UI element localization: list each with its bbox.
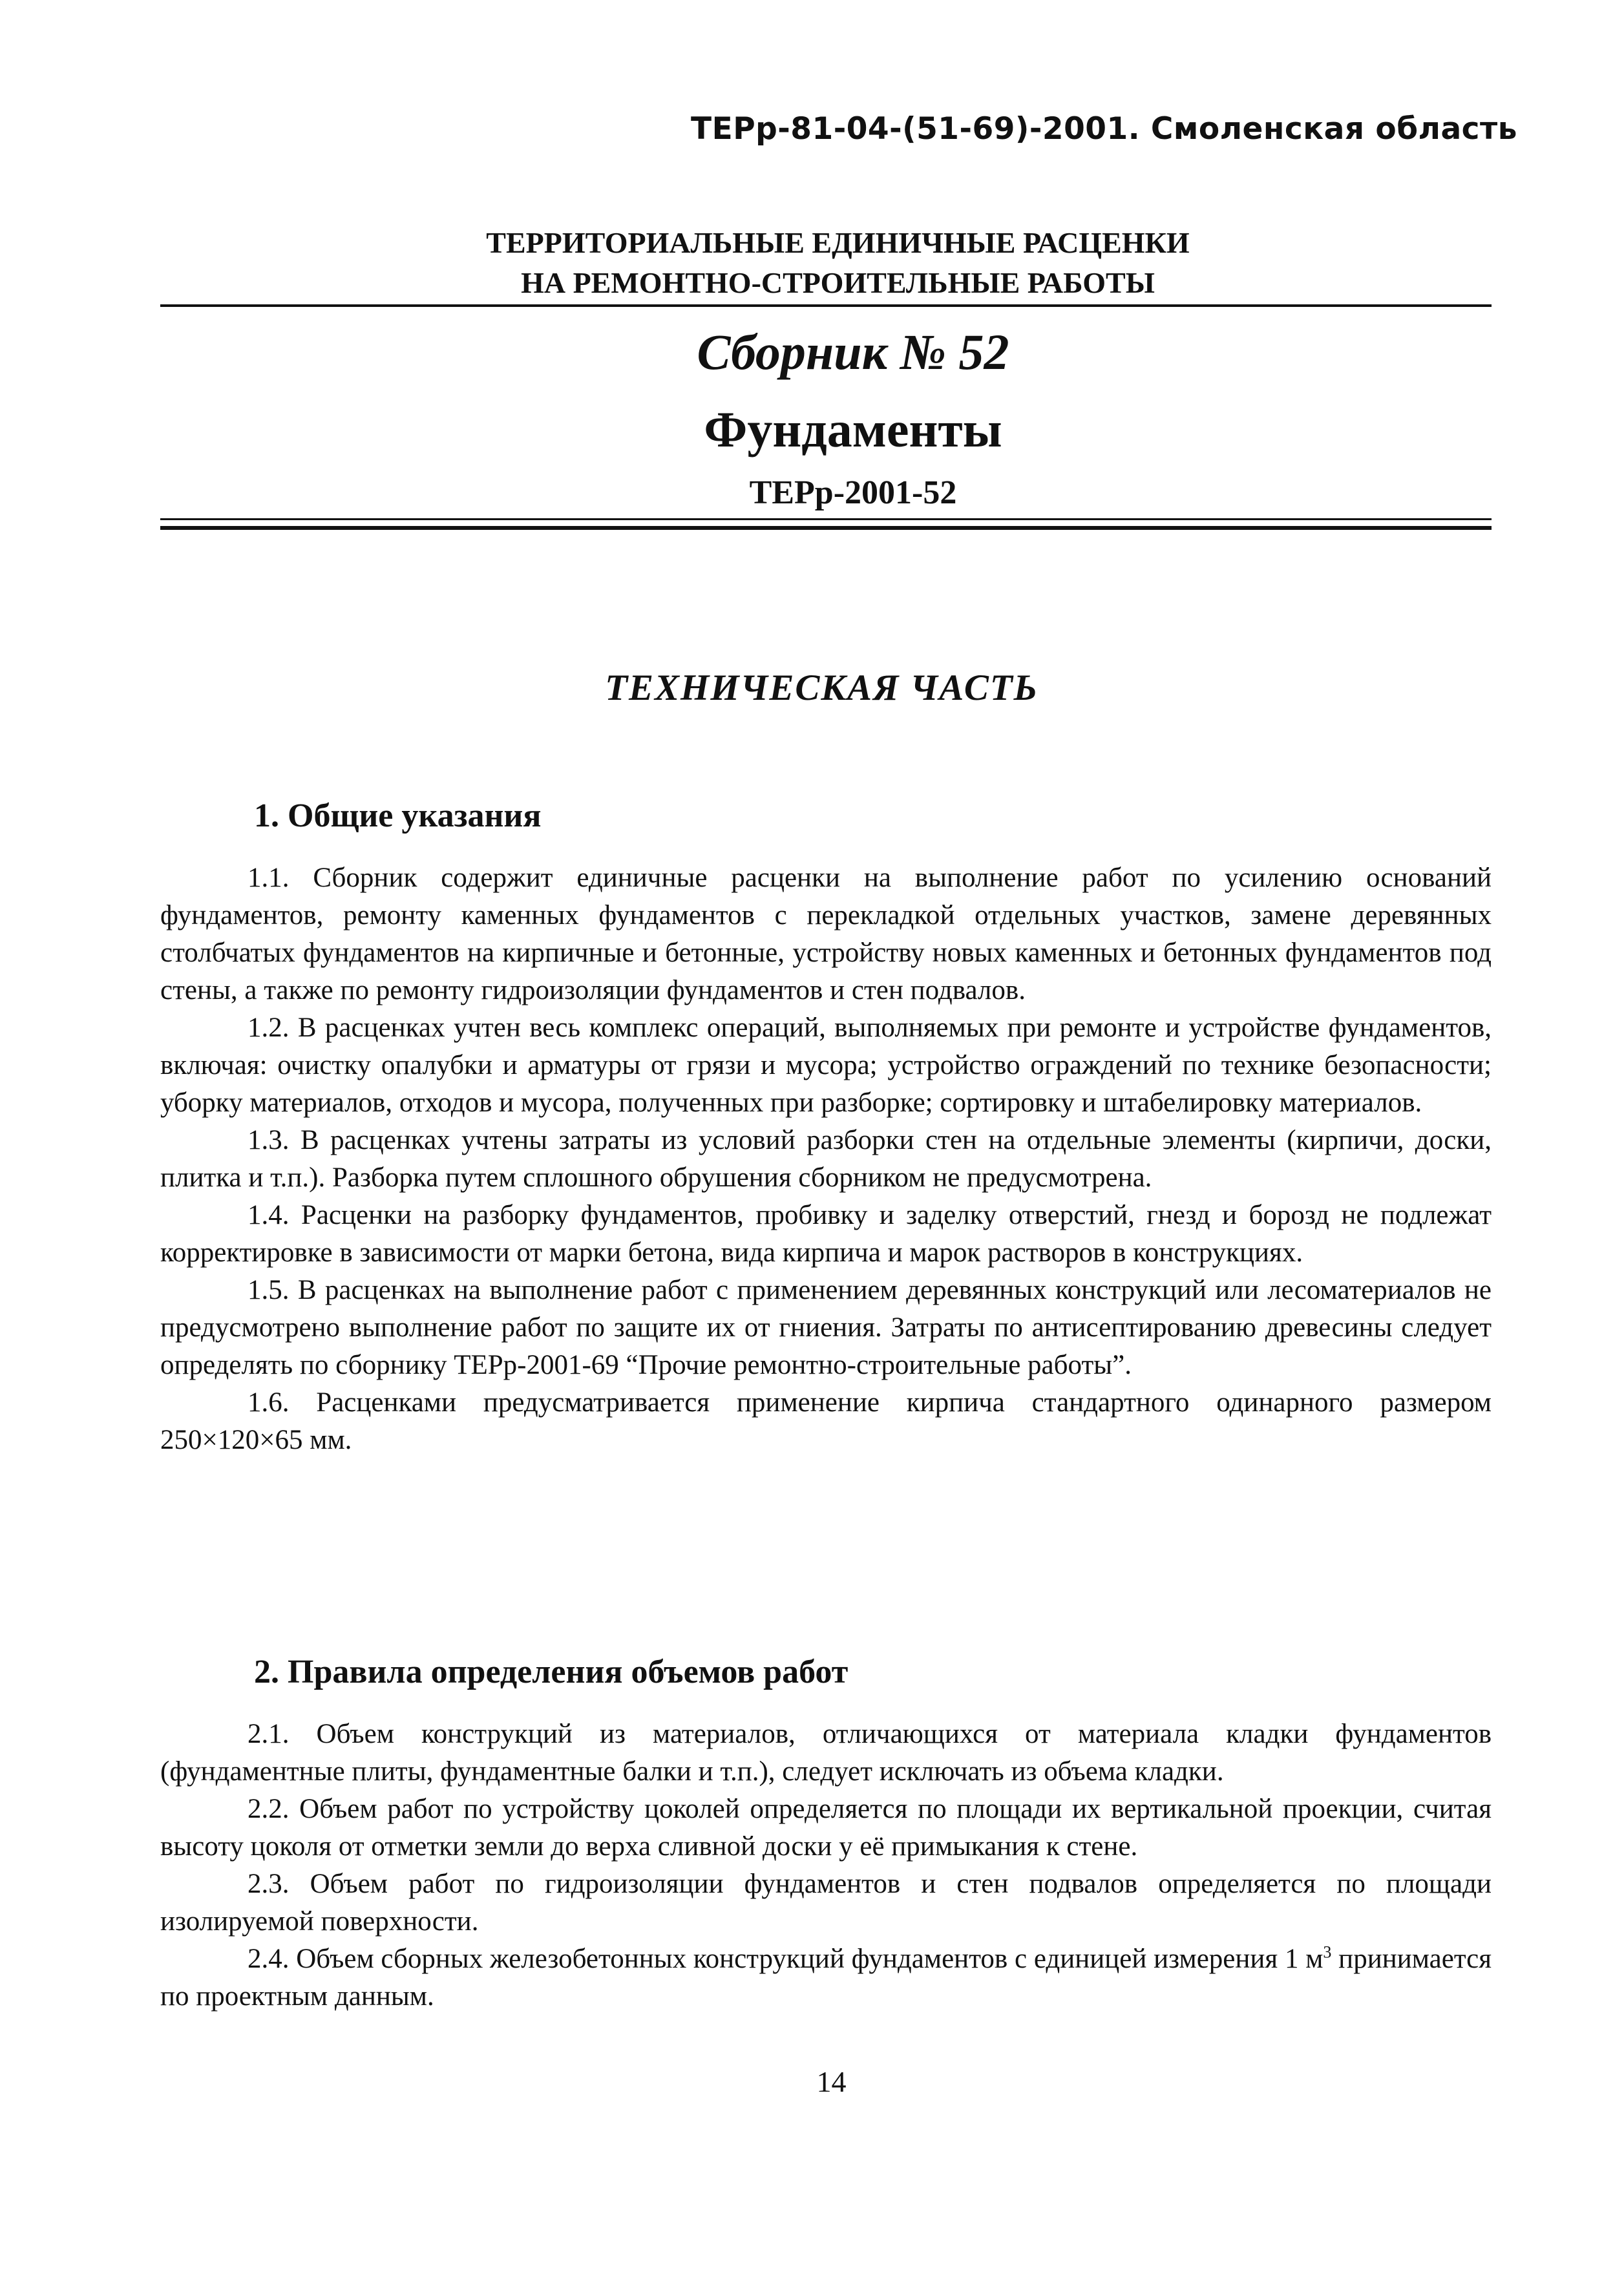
paragraph-2-1: 2.1. Объем конструкций из материалов, отличающихся от материала кладки фундаментов (фундаментные плиты, фундаментные балки и т.п.), следует исключать из объема кладки. (160, 1719, 1492, 1787)
paragraph-2-4-text: 2.4. Объем сборных железобетонных конструкций фундаментов с единицей измерения 1 м (248, 1944, 1323, 1974)
paragraph-1-6: 1.6. Расценками предусматривается применение кирпича стандартного одинарного размером 250×120×65 мм. (160, 1387, 1492, 1455)
collection-title: Сборник № 52 (697, 324, 1009, 380)
paragraph-2-2: 2.2. Объем работ по устройству цоколей определяется по площади их вертикальной проекции, считая высоту цоколя от отметки земли до верха сливной доски у её примыкания к стене. (160, 1794, 1492, 1862)
paragraph-1-1: 1.1. Сборник содержит единичные расценки на выполнение работ по усилению оснований фундаментов, ремонту каменных фундаментов с перекладкой отдельных участков, замене деревянных столбчатых фундаментов на кирпичные и бетонные, устройству новых каменных и бетонных фундаментов под стены, а также по ремонту гидроизоляции фундаментов и стен подвалов. (160, 863, 1492, 1005)
section-2-body (160, 1716, 1492, 2015)
paragraph-1-5: 1.5. В расценках на выполнение работ с применением деревянных конструкций или лесоматериалов не предусмотрено выполнение работ по защите их от гниения. Затраты по антисептированию древесины следует определять по сборнику ТЕРр-2001-69 “Прочие ремонтно-строительные работы”. (160, 1275, 1492, 1380)
paragraph-1-3: 1.3. В расценках учтены затраты из условий разборки стен на отдельные элементы (кирпичи, доски, плитка и т.п.). Разборка путем сплошного обрушения сборником не предусмотрена. (160, 1125, 1492, 1193)
document-header (0, 223, 1624, 303)
section-title: Фундаменты (704, 401, 1002, 457)
title-divider-thin (160, 518, 1492, 520)
paragraph-2-4-text-end: принимается по проектным данным. (160, 1944, 1492, 2012)
section-1-heading: 1. Общие указания (254, 797, 542, 834)
paragraph-1-4: 1.4. Расценки на разборку фундаментов, пробивку и заделку отверстий, гнезд и борозд не подлежат корректировке в зависимости от марки бетона, вида кирпича и марок растворов в конструкциях. (160, 1200, 1492, 1268)
section-2-heading: 2. Правила определения объемов работ (254, 1654, 849, 1690)
section-1-body (160, 859, 1492, 1459)
paragraph-2-4 (160, 1940, 1492, 2015)
running-header: ТЕРр-81-04-(51-69)-2001. Смоленская область (691, 111, 1517, 147)
code-title: ТЕРр-2001-52 (749, 474, 957, 511)
document-header-line-2: НА РЕМОНТНО-СТРОИТЕЛЬНЫЕ РАБОТЫ (521, 266, 1155, 299)
page-number: 14 (816, 2065, 847, 2098)
paragraph-1-2: 1.2. В расценках учтен весь комплекс операций, выполняемых при ремонте и устройстве фундаментов, включая: очистку опалубки и арматуры от грязи и мусора; устройство ограждений по технике безопасности; уборку материалов, отходов и мусора, полученных при разборке; сортировку и штабелировку материалов. (160, 1013, 1492, 1118)
paragraph-2-3: 2.3. Объем работ по гидроизоляции фундаментов и стен подвалов определяется по площади изолируемой поверхности. (160, 1869, 1492, 1937)
title-divider-thick (160, 526, 1492, 530)
document-header-line-1: ТЕРРИТОРИАЛЬНЫЕ ЕДИНИЧНЫЕ РАСЦЕНКИ (486, 226, 1190, 259)
header-divider (160, 304, 1492, 307)
part-heading: ТЕХНИЧЕСКАЯ ЧАСТЬ (605, 667, 1039, 708)
cubic-superscript: 3 (1323, 1942, 1332, 1962)
